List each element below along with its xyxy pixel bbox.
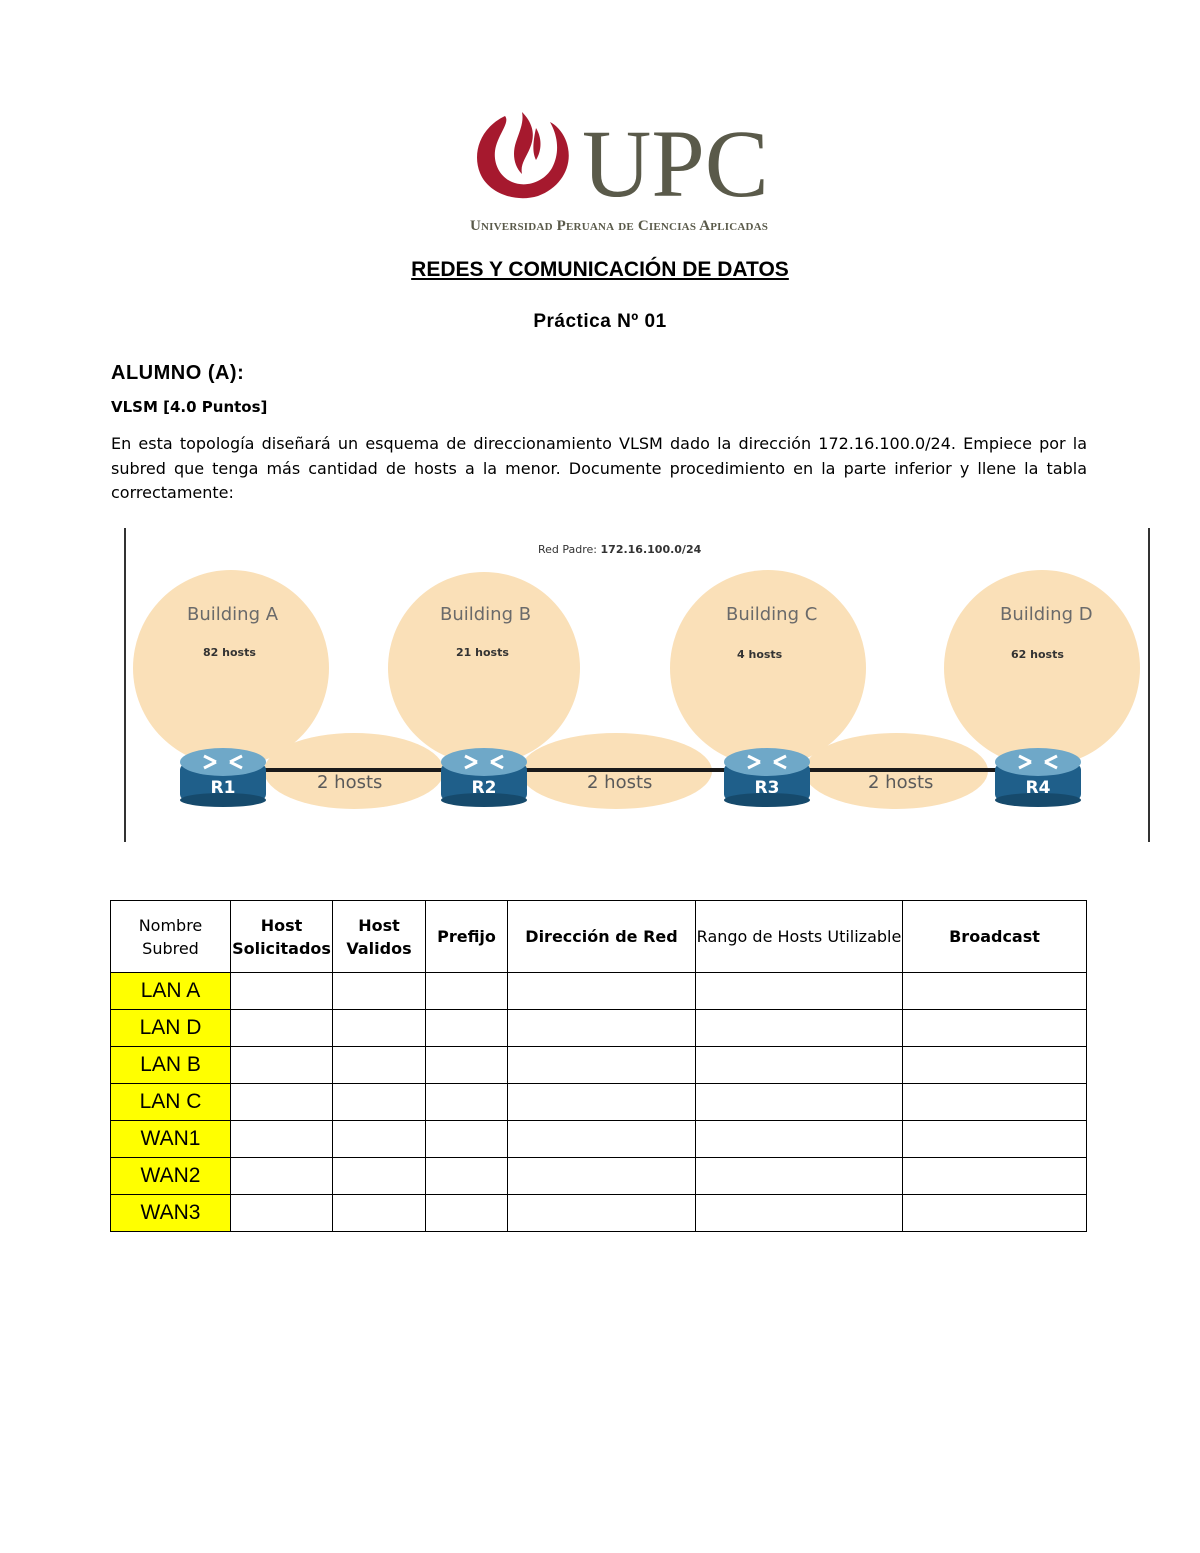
building-c-label: Building C (726, 604, 818, 625)
host-solicitados-cell[interactable] (231, 1084, 333, 1121)
host-validos-cell[interactable] (333, 1010, 426, 1047)
table-row (111, 1047, 1087, 1084)
table-row (111, 973, 1087, 1010)
direccion-red-cell[interactable] (508, 1121, 696, 1158)
building-a-hosts: 82 hosts (203, 646, 256, 659)
prefijo-cell[interactable] (426, 973, 508, 1010)
header-host-solicitados: Host Solicitados (231, 901, 333, 973)
subnet-name-cell: WAN1 (111, 1121, 231, 1158)
header-host-validos: Host Validos (333, 901, 426, 973)
host-solicitados-cell[interactable] (231, 1047, 333, 1084)
broadcast-cell[interactable] (903, 1084, 1087, 1121)
rango-hosts-cell[interactable] (696, 1047, 903, 1084)
direccion-red-cell[interactable] (508, 1084, 696, 1121)
wan1-hosts-label: 2 hosts (317, 772, 383, 793)
subnet-name-cell: WAN2 (111, 1158, 231, 1195)
host-solicitados-cell[interactable] (231, 1121, 333, 1158)
host-validos-cell[interactable] (333, 1195, 426, 1232)
host-solicitados-cell[interactable] (231, 1195, 333, 1232)
building-c-hosts: 4 hosts (737, 648, 783, 661)
broadcast-cell[interactable] (903, 1195, 1087, 1232)
logo-wordmark: UPC (582, 110, 769, 217)
router-r1-label: R1 (210, 778, 236, 798)
broadcast-cell[interactable] (903, 1158, 1087, 1195)
header-broadcast: Broadcast (903, 901, 1087, 973)
direccion-red-cell[interactable] (508, 973, 696, 1010)
broadcast-cell[interactable] (903, 1010, 1087, 1047)
prefijo-cell[interactable] (426, 1084, 508, 1121)
prefijo-cell[interactable] (426, 1158, 508, 1195)
building-c-bubble (670, 570, 866, 766)
practice-number: Práctica Nº 01 (533, 311, 667, 332)
rango-hosts-cell[interactable] (696, 1084, 903, 1121)
rango-hosts-cell[interactable] (696, 1195, 903, 1232)
router-r4-label: R4 (1025, 778, 1051, 798)
host-validos-cell[interactable] (333, 1084, 426, 1121)
direccion-red-cell[interactable] (508, 1010, 696, 1047)
rango-hosts-cell[interactable] (696, 973, 903, 1010)
subnet-name-cell: LAN B (111, 1047, 231, 1084)
broadcast-cell[interactable] (903, 1047, 1087, 1084)
upc-emblem-icon (470, 108, 580, 208)
prefijo-cell[interactable] (426, 1195, 508, 1232)
host-solicitados-cell[interactable] (231, 1158, 333, 1195)
host-solicitados-cell[interactable] (231, 973, 333, 1010)
student-label: ALUMNO (A): (111, 362, 245, 384)
host-validos-cell[interactable] (333, 1121, 426, 1158)
table-row (111, 1084, 1087, 1121)
header-rango-hosts: Rango de Hosts Utilizable (696, 901, 903, 973)
prefijo-cell[interactable] (426, 1121, 508, 1158)
subnet-name-cell: LAN D (111, 1010, 231, 1047)
building-b-label: Building B (440, 604, 532, 625)
rango-hosts-cell[interactable] (696, 1158, 903, 1195)
red-padre-label (538, 543, 701, 556)
building-d-label: Building D (1000, 604, 1093, 625)
direccion-red-cell[interactable] (508, 1047, 696, 1084)
header-direccion-red: Dirección de Red (508, 901, 696, 973)
building-b-bubble (388, 572, 580, 764)
direccion-red-cell[interactable] (508, 1195, 696, 1232)
section-heading: VLSM [4.0 Puntos] (111, 398, 268, 416)
table-header-row (111, 901, 1087, 973)
host-validos-cell[interactable] (333, 1047, 426, 1084)
logo-subtitle: Universidad Peruana de Ciencias Aplicadas (470, 218, 769, 234)
subnet-name-cell: LAN A (111, 973, 231, 1010)
host-validos-cell[interactable] (333, 973, 426, 1010)
rango-hosts-cell[interactable] (696, 1010, 903, 1047)
router-r2-label: R2 (471, 778, 497, 798)
table-row (111, 1121, 1087, 1158)
direccion-red-cell[interactable] (508, 1158, 696, 1195)
prefijo-cell[interactable] (426, 1047, 508, 1084)
instructions-paragraph: En esta topología diseñará un esquema de direccionamiento VLSM dado la dirección 172.16.100.0/24. Empiece por la subred que tenga más cantidad de hosts a la menor. Documente procedimiento en la parte inferior y llene la tabla correctamente: (111, 434, 1087, 502)
prefijo-cell[interactable] (426, 1010, 508, 1047)
table-row (111, 1010, 1087, 1047)
router-r3-label: R3 (754, 778, 780, 798)
host-solicitados-cell[interactable] (231, 1010, 333, 1047)
building-a-label: Building A (187, 604, 279, 625)
red-padre-value: 172.16.100.0/24 (600, 543, 702, 556)
host-validos-cell[interactable] (333, 1158, 426, 1195)
subnet-name-cell: LAN C (111, 1084, 231, 1121)
building-a-bubble (133, 570, 329, 766)
red-padre-prefix: Red Padre: (538, 543, 601, 556)
rango-hosts-cell[interactable] (696, 1121, 903, 1158)
building-d-bubble (944, 570, 1140, 766)
broadcast-cell[interactable] (903, 1121, 1087, 1158)
vlsm-table (110, 900, 1087, 1232)
building-b-hosts: 21 hosts (456, 646, 509, 659)
upc-logo (470, 108, 770, 238)
broadcast-cell[interactable] (903, 973, 1087, 1010)
header-prefijo: Prefijo (426, 901, 508, 973)
topology-figure (124, 528, 1150, 842)
topology-diagram (124, 528, 1150, 842)
document-title: REDES Y COMUNICACIÓN DE DATOS (411, 258, 789, 281)
table-row (111, 1195, 1087, 1232)
subnet-name-cell: WAN3 (111, 1195, 231, 1232)
wan2-hosts-label: 2 hosts (587, 772, 653, 793)
wan3-hosts-label: 2 hosts (868, 772, 934, 793)
header-nombre-subred: Nombre Subred (111, 901, 231, 973)
table-row (111, 1158, 1087, 1195)
building-d-hosts: 62 hosts (1011, 648, 1064, 661)
